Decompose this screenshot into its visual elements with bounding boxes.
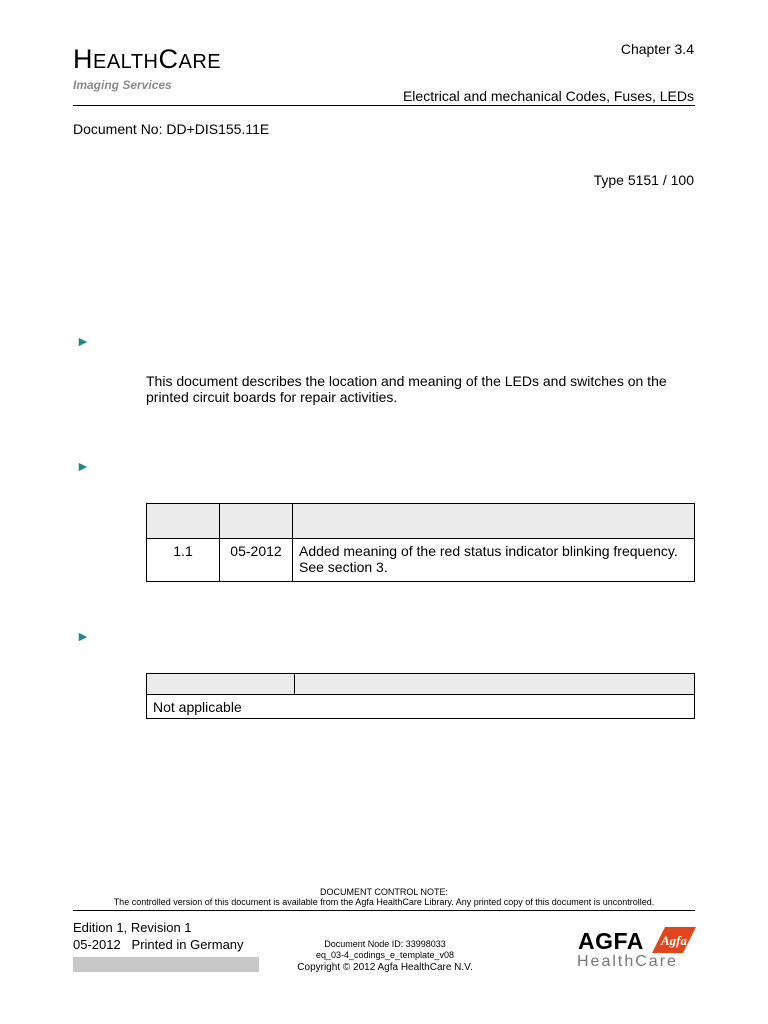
chapter-label: Chapter 3.4 <box>620 41 694 57</box>
table-header-cell <box>295 674 695 695</box>
revision-table <box>146 503 695 582</box>
document-node-id: Document Node ID: 33998033 <box>324 939 446 949</box>
applicable-table <box>146 673 695 719</box>
agfa-healthcare-text: HealthCare <box>577 953 678 970</box>
document-type: Type 5151 / 100 <box>593 172 694 188</box>
grey-bar <box>73 957 259 972</box>
section-arrow-icon: ► <box>76 628 90 644</box>
table-header-row <box>147 504 695 539</box>
table-header-cell <box>293 504 695 539</box>
logo-letter-h: H <box>73 44 93 74</box>
logo-subtitle: Imaging Services <box>73 78 172 92</box>
document-control-note-title: DOCUMENT CONTROL NOTE: <box>319 887 448 897</box>
logo-letter-c: C <box>158 44 179 74</box>
document-control-note-text: The controlled version of this document is available from the Agfa HealthCare Library. Any printed copy of this document is uncontrolled. <box>113 897 655 907</box>
header-divider <box>73 105 695 106</box>
footer-divider <box>73 910 695 911</box>
applicable-cell: Not applicable <box>147 695 695 719</box>
table-header-row <box>147 674 695 695</box>
table-header-cell <box>220 504 293 539</box>
section-arrow-icon: ► <box>76 458 90 474</box>
logo-text-ealth: EALTH <box>93 51 159 73</box>
table-row <box>147 695 695 719</box>
revision-date: 05-2012 <box>220 539 293 582</box>
logo-text-are: ARE <box>178 51 222 73</box>
agfa-logo-icon <box>652 927 696 953</box>
template-name: eq_03-4_codings_e_template_v08 <box>315 950 455 960</box>
revision-version: 1.1 <box>147 539 220 582</box>
agfa-badge-text: Agfa <box>661 933 687 948</box>
copyright: Copyright © 2012 Agfa HealthCare N.V. <box>297 962 473 973</box>
intro-paragraph: This document describes the location and meaning of the LEDs and switches on the printed circuit boards for repair activities. <box>146 373 667 405</box>
table-header-cell <box>147 504 220 539</box>
revision-description: Added meaning of the red status indicator blinking frequency. See section 3. <box>293 539 695 582</box>
table-row <box>147 539 695 582</box>
healthcare-logo <box>73 44 221 75</box>
document-header-title: Electrical and mechanical Codes, Fuses, LEDs <box>402 88 694 104</box>
section-arrow-icon: ► <box>76 333 90 349</box>
table-header-cell <box>147 674 295 695</box>
edition-label: Edition 1, Revision 1 <box>73 920 192 935</box>
document-number: Document No: DD+DIS155.11E <box>73 121 270 137</box>
agfa-logo-text: AGFA <box>578 928 644 954</box>
printed-label: 05-2012 Printed in Germany <box>73 937 244 952</box>
